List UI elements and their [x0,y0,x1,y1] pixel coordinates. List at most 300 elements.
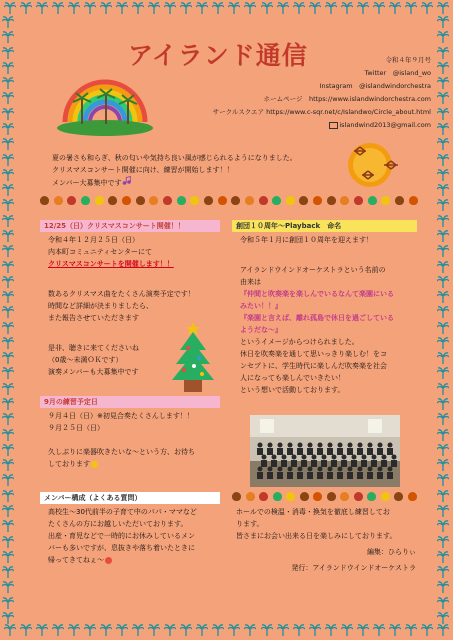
palm-tree-icon [437,31,449,43]
chestnut-icon [286,196,295,205]
orchestra-member [392,455,397,460]
palm-border-bottom [4,624,449,638]
september-note-text: しております [48,460,90,468]
xmas-invite [48,342,178,378]
christmas-tree-icon [168,318,218,398]
palm-tree-icon [277,624,289,636]
palm-tree-icon [437,624,449,636]
chestnut-icon [327,196,336,205]
palm-tree-icon [437,291,449,303]
orchestra-member [338,467,343,472]
orchestra-member-body [311,460,317,467]
acorn-icon [149,196,158,205]
orchestra-member [382,455,387,460]
september-note-line [48,458,233,470]
palm-tree-icon [52,624,64,636]
palm-tree-icon [84,2,96,14]
palm-tree-icon [148,624,160,636]
publisher: 発行：アイランドウインドオーケストラ [291,564,416,572]
palm-tree-icon [2,474,14,486]
contact-info [213,54,431,132]
palm-tree-icon [437,459,449,471]
palm-tree-icon [132,2,144,14]
palm-tree-icon [437,47,449,59]
acorn-icon [340,492,349,501]
chestnut-icon [232,492,241,501]
orchestra-member [288,467,293,472]
september-date: ９月４日（日）※初見合奏たくさんします！！ [48,412,194,420]
palm-tree-icon [437,413,449,425]
members-line: バーも多いですが、息抜きや落ち着いたときに [48,544,195,552]
palm-tree-icon [293,624,305,636]
orchestra-member-body [257,472,263,479]
orchestra-member-body [371,460,377,467]
leaf-icon [327,492,336,501]
palm-tree-icon [2,612,14,624]
palm-tree-icon [437,398,449,410]
orchestra-member-body [327,448,333,455]
orchestra-member [278,467,283,472]
orchestra-member-body [287,472,293,479]
email-icon [329,122,338,129]
orchestra-member [378,467,383,472]
palm-tree-icon [437,566,449,578]
palm-tree-icon [2,199,14,211]
chestnut-icon [313,492,322,501]
anniversary-line: アイランドウインドオーケストラという名前の [240,266,386,274]
palm-tree-icon [325,624,337,636]
palm-tree-icon [437,16,449,28]
palm-tree-icon [116,624,128,636]
acorn-icon [190,196,199,205]
anniversary-line: というイメージからつけられました。 [240,338,359,346]
xmas-info [48,234,228,270]
leaf-icon [286,492,295,501]
members-line [48,554,238,566]
palm-tree-icon [325,2,337,14]
xmas-body-line: また報告させていただきます [48,314,139,322]
palm-tree-icon [437,581,449,593]
orchestra-member-body [377,472,383,479]
palm-tree-icon [2,429,14,441]
orchestra-member [292,455,297,460]
chestnut-icon [163,196,172,205]
orchestra-member [388,443,393,448]
palm-tree-icon [36,624,48,636]
palm-tree-icon [2,322,14,334]
orchestra-member-body [351,460,357,467]
anniversary-heading: 創団１０周年～Playback 命名 [232,220,417,232]
palm-tree-icon [2,276,14,288]
palm-tree-icon [437,367,449,379]
acorn-icon [231,196,240,205]
palm-tree-icon [341,2,353,14]
chestnut-icon [368,196,377,205]
palm-tree-icon [212,2,224,14]
orchestra-member-body [367,448,373,455]
september-date: ９月２５日（日） [48,424,104,432]
palm-tree-icon [437,123,449,135]
orchestra-member-body [367,472,373,479]
palm-tree-icon [2,444,14,456]
members-line: 出産・育児などで一時的にお休みしているメン [48,532,195,540]
email-text: islandwind2013@gmail.com [339,121,431,129]
palm-tree-icon [2,138,14,150]
acorn-icon [272,196,281,205]
palm-tree-icon [2,383,14,395]
orchestra-member [388,467,393,472]
palm-tree-icon [2,169,14,181]
leaf-icon [299,196,308,205]
palm-tree-icon [437,77,449,89]
palm-tree-icon [2,337,14,349]
palm-tree-icon [100,624,112,636]
palm-tree-icon [20,624,32,636]
orchestra-member-body [347,472,353,479]
orchestra-member [262,455,267,460]
palm-tree-icon [2,154,14,166]
anniversary-quote [240,288,425,336]
palm-tree-icon [2,108,14,120]
palm-tree-icon [405,2,417,14]
orchestra-member [288,443,293,448]
palm-tree-icon [2,77,14,89]
palm-tree-icon [437,138,449,150]
orchestra-member-body [277,448,283,455]
palm-tree-icon [2,536,14,548]
palm-tree-icon [100,2,112,14]
orchestra-member [268,467,273,472]
orchestra-member [362,455,367,460]
palm-tree-icon [437,474,449,486]
palm-tree-icon [357,2,369,14]
xmas-body-line: 時間など詳細が決まりましたら、 [48,302,153,310]
acorn-icon [300,492,309,501]
orchestra-member [258,467,263,472]
palm-tree-icon [244,624,256,636]
quote-line: みたい！！』 [240,302,282,310]
anniversary-body1 [240,264,425,288]
palm-tree-icon [261,624,273,636]
chestnut-icon [245,196,254,205]
orchestra-member [308,467,313,472]
leaf-icon [54,196,63,205]
intro-text [52,152,352,189]
orchestra-member [358,443,363,448]
orchestra-photo [250,415,400,487]
palm-tree-icon [309,2,321,14]
instagram-link[interactable]: Instagram @islandwindorchestra [319,82,431,90]
palm-tree-icon [437,154,449,166]
orchestra-member [378,443,383,448]
chestnut-icon [122,196,131,205]
members-body [48,506,238,566]
palm-tree-icon [20,2,32,14]
orchestra-member [282,455,287,460]
palm-border-left [2,16,16,624]
acorn-icon [67,196,76,205]
autumn-decoration-row [40,194,418,206]
orchestra-member-body [337,448,343,455]
orchestra-member-body [271,460,277,467]
palm-tree-icon [196,624,208,636]
circle-square-link[interactable]: サークルスクエア https://www.c-sqr.net/c/Islandwo/Circle_about.html [212,108,431,116]
palm-tree-icon [2,62,14,74]
palm-tree-icon [437,184,449,196]
palm-tree-icon [116,2,128,14]
palm-tree-icon [4,2,16,14]
orchestra-member-body [307,472,313,479]
email-link[interactable] [213,119,431,132]
anniversary-line: 休日を吹奏楽を通して思いっきり楽しむ！をコ [240,350,387,358]
palm-border-top [4,2,449,16]
palm-tree-icon [212,624,224,636]
palm-tree-icon [437,245,449,257]
orchestra-member [298,443,303,448]
orchestra-member-body [277,472,283,479]
orchestra-member [328,443,333,448]
palm-tree-icon [437,337,449,349]
orchestra-member-body [291,460,297,467]
palm-tree-icon [437,62,449,74]
issue-label: 令和４年９月号 [385,56,431,64]
september-note-line: 久しぶりに楽器吹きたいな～という方、お待ち [48,448,195,456]
palm-tree-icon [132,624,144,636]
palm-tree-icon [180,2,192,14]
palm-tree-icon [437,383,449,395]
palm-tree-icon [2,47,14,59]
orchestra-member-body [281,460,287,467]
orchestra-member [298,467,303,472]
orchestra-member-body [337,472,343,479]
palm-tree-icon [228,624,240,636]
orchestra-member-body [261,460,267,467]
orchestra-member-body [347,448,353,455]
palm-tree-icon [84,624,96,636]
palm-tree-icon [2,352,14,364]
palm-tree-icon [373,624,385,636]
orchestra-member [258,443,263,448]
leaf-icon [340,196,349,205]
palm-tree-icon [421,2,433,14]
palm-tree-icon [437,230,449,242]
anniversary-line: ンセプトに、学生時代に楽しんだ吹奏楽を社会 [240,362,387,370]
palm-tree-icon [148,2,160,14]
palm-tree-icon [437,352,449,364]
intro-recruit: メンバー大募集中です [52,179,122,187]
orchestra-member-body [297,448,303,455]
september-heading: 9月の練習予定日 [40,396,220,408]
palm-tree-icon [244,2,256,14]
palm-tree-icon [437,444,449,456]
closing-line: 皆さまにお会い出来る日を楽しみにしております。 [236,532,397,540]
orchestra-member [348,467,353,472]
orchestra-member-body [317,448,323,455]
editor: 編集：ひらりぃ [367,548,416,556]
chestnut-icon [40,196,49,205]
xmas-date: 令和４年１２月２５日（日） [48,236,139,244]
orchestra-member [348,443,353,448]
orchestra-member-body [287,448,293,455]
palm-tree-icon [2,215,14,227]
palm-tree-icon [309,624,321,636]
acorn-icon [354,196,363,205]
palm-tree-icon [261,2,273,14]
palm-border-right [437,16,451,624]
palm-tree-icon [2,520,14,532]
palm-tree-icon [2,92,14,104]
palm-tree-icon [437,520,449,532]
orchestra-member [372,455,377,460]
palm-tree-icon [2,581,14,593]
acorn-icon [381,492,390,501]
quote-line: 『楽園と言えば、離れ孤島で休日を過ごしている [240,314,394,322]
palm-tree-icon [437,169,449,181]
chestnut-icon [409,196,418,205]
intro-line [52,176,352,189]
orchestra-member [338,443,343,448]
palm-tree-icon [180,624,192,636]
palm-tree-icon [389,624,401,636]
members-last: 帰ってきてねぇ～ [48,556,104,564]
orchestra-member-body [267,472,273,479]
orchestra-member-body [331,460,337,467]
acorn-icon [259,492,268,501]
xmas-venue: 内本町コミュニティセンターにて [48,248,153,256]
orchestra-member-body [321,460,327,467]
orchestra-member-body [357,472,363,479]
palm-tree-icon [2,459,14,471]
palm-tree-icon [2,245,14,257]
palm-tree-icon [437,322,449,334]
orchestra-member [312,455,317,460]
palm-tree-icon [2,413,14,425]
chestnut-icon [394,492,403,501]
xmas-body-line: 数あるクリスマス曲をたくさん演奏予定です！ [48,290,195,298]
closing-line: ホールでの検温・消毒・換気を徹底し練習してお [236,508,390,516]
palm-tree-icon [2,291,14,303]
orchestra-member [342,455,347,460]
palm-tree-icon [4,624,16,636]
palm-tree-icon [228,2,240,14]
palm-tree-icon [2,261,14,273]
palm-tree-icon [2,505,14,517]
members-line: たくさんの方にお越しいただいております。 [48,520,188,528]
palm-tree-icon [437,429,449,441]
chestnut-icon [273,492,282,501]
acorn-icon [108,196,117,205]
orchestra-member-body [317,472,323,479]
palm-tree-icon [2,123,14,135]
acorn-icon [395,196,404,205]
palm-tree-icon [2,597,14,609]
palm-tree-icon [437,199,449,211]
newsletter-title: アイランド通信 [128,41,308,70]
xmas-invite-line: 演奏メンバーも大募集中です [48,368,139,376]
palm-tree-icon [68,2,80,14]
palm-tree-icon [437,536,449,548]
orchestra-member [268,443,273,448]
palm-tree-icon [437,2,449,14]
orchestra-member [272,455,277,460]
sun-dragonfly-icon [340,137,408,189]
chestnut-icon [354,492,363,501]
palm-tree-icon [2,566,14,578]
orchestra-member [328,467,333,472]
palm-tree-icon [277,2,289,14]
palm-tree-icon [2,16,14,28]
orchestra-member [368,467,373,472]
twitter-link[interactable]: Twitter @island_wo [364,69,431,77]
palm-tree-icon [293,2,305,14]
palm-tree-icon [437,92,449,104]
orchestra-member [318,467,323,472]
orchestra-member-body [327,472,333,479]
rainbow-icon [55,72,155,136]
palm-tree-icon [341,624,353,636]
orchestra-member-body [381,460,387,467]
candy-icon [105,557,112,564]
palm-tree-icon [68,624,80,636]
note-icon [122,176,131,185]
orchestra-member-body [297,472,303,479]
anniversary-intro: 令和５年１月に創団１０周年を迎えます！ [240,236,373,244]
palm-tree-icon [405,624,417,636]
xmas-announce: クリスマスコンサートを開催します！！ [48,260,174,268]
leaf-icon [246,492,255,501]
orchestra-member-body [387,448,393,455]
anniversary-line: 人になっても楽しんでいきたい！ [240,374,345,382]
closing-text [236,506,426,542]
flower-icon [91,461,98,468]
palm-tree-icon [2,398,14,410]
acorn-icon [313,196,322,205]
leaf-icon [136,196,145,205]
xmas-announce-line [48,258,228,270]
members-heading: メンバー構成（よくある質問） [40,492,220,504]
orchestra-member-body [307,448,313,455]
chestnut-icon [81,196,90,205]
palm-tree-icon [437,505,449,517]
september-dates [48,410,233,434]
quote-line: ようだな～』 [240,326,282,334]
leaf-icon [381,196,390,205]
chestnut-icon [204,196,213,205]
palm-tree-icon [36,2,48,14]
orchestra-member [352,455,357,460]
palm-tree-icon [437,597,449,609]
orchestra-member [358,467,363,472]
orchestra-member-body [391,460,397,467]
palm-tree-icon [389,2,401,14]
intro-line: クリスマスコンサート開催に向け、練習が開始します！！ [52,166,234,174]
orchestra-member-body [341,460,347,467]
palm-tree-icon [437,306,449,318]
orchestra-member-body [357,448,363,455]
leaf-icon [218,196,227,205]
palm-tree-icon [357,624,369,636]
orchestra-member [278,443,283,448]
homepage-link[interactable]: ホームページ https://www.islandwindorchestra.com [263,95,431,103]
orchestra-member [302,455,307,460]
intro-line: 夏の暑さも和らぎ、秋の匂いや気持ち良い風が感じられるようになりました。 [52,154,297,162]
palm-tree-icon [196,2,208,14]
palm-tree-icon [2,306,14,318]
orchestra-member-body [387,472,393,479]
xmas-heading: 12/25（日）クリスマスコンサート開催！！ [40,220,220,232]
leaf-icon [367,492,376,501]
leaf-icon [408,492,417,501]
